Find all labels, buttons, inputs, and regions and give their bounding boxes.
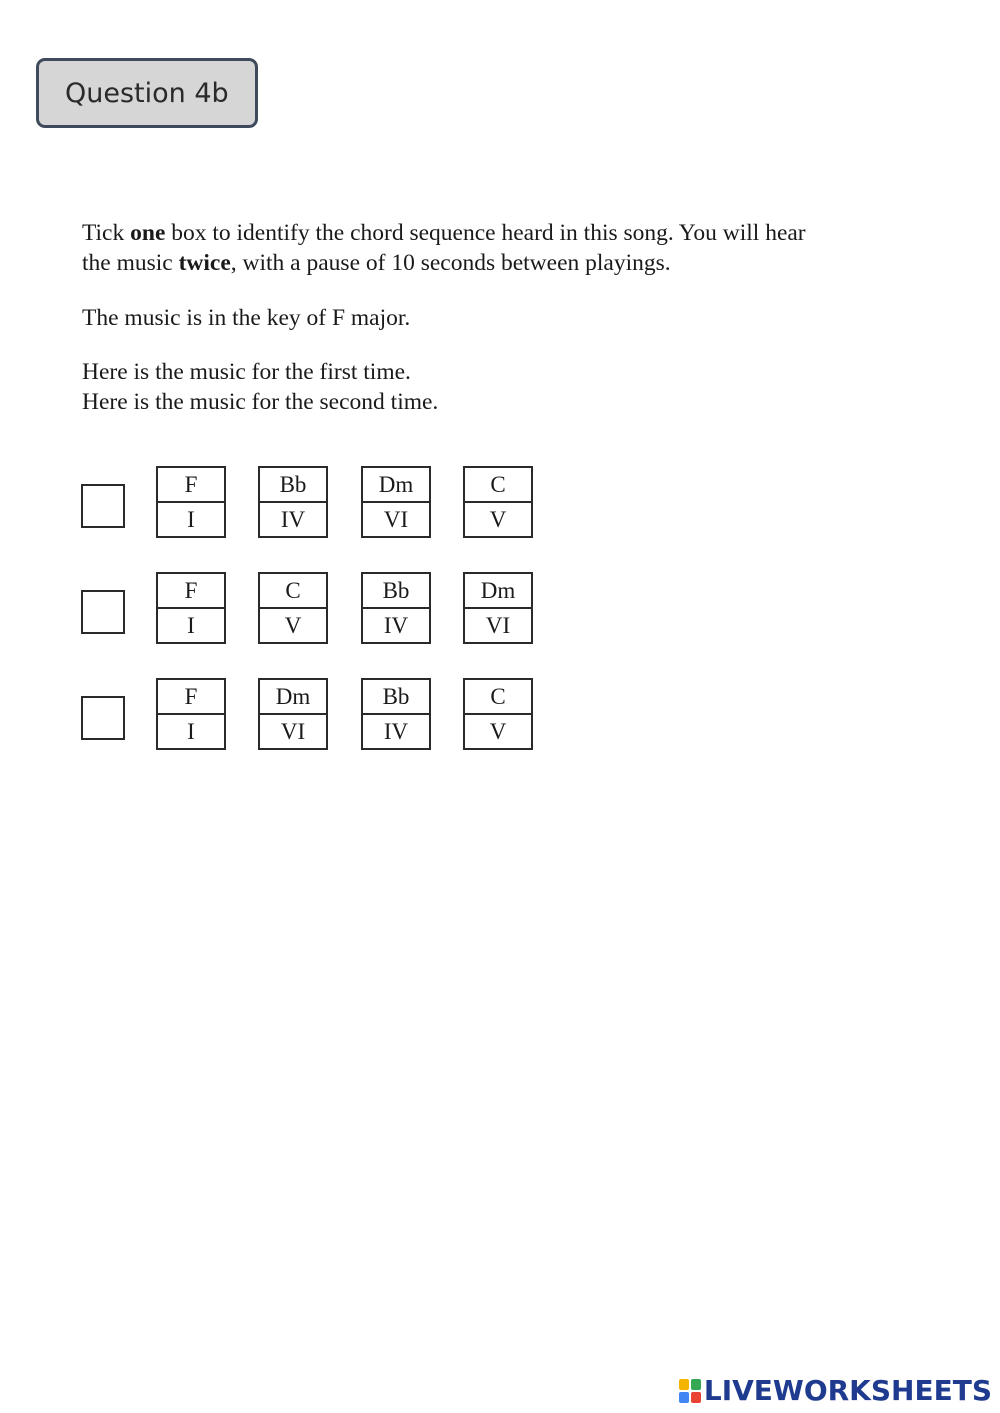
chord-name: F (158, 680, 224, 715)
chord-name: Dm (465, 574, 531, 609)
tick-box-option-1[interactable] (81, 484, 125, 528)
logo-text: LIVEWORKSHEETS (703, 1374, 992, 1407)
question-label (36, 58, 258, 128)
chord-numeral: VI (485, 612, 511, 638)
chord-cell (156, 678, 226, 750)
chord-cell (156, 466, 226, 538)
chord-cell (258, 678, 328, 750)
chord-numeral: IV (383, 718, 409, 744)
chord-cell (361, 466, 431, 538)
instruction-line-2 (82, 248, 972, 278)
chord-name: C (260, 574, 326, 609)
chord-numeral: V (489, 718, 507, 744)
chord-cell (463, 572, 533, 644)
chord-numeral: I (187, 612, 195, 638)
chord-numeral: VI (280, 718, 306, 744)
instruction-text: Tick (82, 220, 131, 246)
chord-numeral: V (489, 506, 507, 532)
tick-box-option-3[interactable] (81, 696, 125, 740)
instruction-text: box to identify the chord sequence heard in this song. You will hear (165, 220, 806, 246)
tick-box-option-2[interactable] (81, 590, 125, 634)
key-text: The music is in the key of F major. (82, 305, 411, 331)
chord-numeral: I (187, 718, 195, 744)
chord-cell (258, 466, 328, 538)
chord-name: Bb (363, 574, 429, 609)
instruction-text: , with a pause of 10 seconds between playings. (230, 250, 671, 276)
chord-cell (361, 678, 431, 750)
chord-name: Bb (363, 680, 429, 715)
question-label-text: Question 4b (65, 77, 229, 109)
chord-name: Bb (260, 468, 326, 503)
instruction-emphasis: one (130, 220, 166, 246)
chord-cell (258, 572, 328, 644)
chord-name: Dm (260, 680, 326, 715)
chord-cell (156, 572, 226, 644)
chord-cell (463, 466, 533, 538)
chord-name: C (465, 680, 531, 715)
chord-name: Dm (363, 468, 429, 503)
instruction-line-1 (82, 218, 972, 248)
first-time-text: Here is the music for the first time. (82, 359, 411, 385)
chord-name: F (158, 574, 224, 609)
second-time-text: Here is the music for the second time. (82, 389, 439, 415)
chord-cell (361, 572, 431, 644)
instructions (82, 218, 972, 417)
chord-numeral: IV (383, 612, 409, 638)
liveworksheets-logo-icon (679, 1379, 701, 1403)
liveworksheets-logo[interactable] (679, 1374, 992, 1407)
chord-numeral: V (284, 612, 302, 638)
chord-name: C (465, 468, 531, 503)
chord-numeral: I (187, 506, 195, 532)
instruction-text: the music (82, 250, 179, 276)
chord-numeral: VI (383, 506, 409, 532)
chord-name: F (158, 468, 224, 503)
instruction-emphasis: twice (178, 250, 231, 276)
chord-numeral: IV (280, 506, 306, 532)
chord-cell (463, 678, 533, 750)
